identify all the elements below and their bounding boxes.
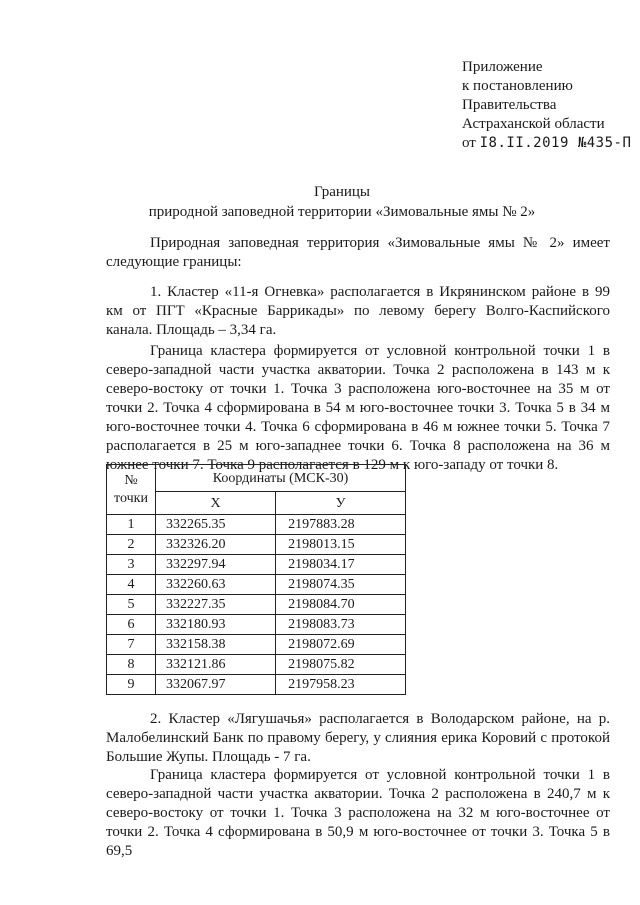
table-row (107, 615, 406, 635)
coord-y: 2197958.23 (276, 675, 406, 695)
coord-x: 332121.86 (156, 655, 276, 675)
table-row (107, 515, 406, 535)
header-x: Х (156, 492, 276, 515)
coord-y: 2198075.82 (276, 655, 406, 675)
cluster2-description: 2. Кластер «Лягушачья» располагается в Володарском районе, на р. Малобелинский Банк по правому берегу, у слияния ерика Коровий с протокой Большие Жупы. Площадь - 7 га. (106, 711, 610, 765)
coordinates-table (106, 464, 406, 695)
header-point-number: № точки (107, 465, 156, 515)
point-number: 2 (107, 535, 156, 555)
coord-y: 2198084.70 (276, 595, 406, 615)
coord-y: 2198083.73 (276, 615, 406, 635)
cluster1-border-description: Граница кластера формируется от условной контрольной точки 1 в северо-западной части участка акватории. Точка 2 расположена в 143 м к северо-востоку от точки 1. Точка 3 расположена юго-восточнее на 35 м от точки 2. Точка 4 сформирована в 54 м юго-восточнее точки 3. Точка 5 в 34 м юго-восточнее точки 4. Точка 6 сформирована в 46 м южнее точки 5. Точка 7 располагается в 25 м юго-западнее точки 6. Точка 8 расположена на 36 м южнее точки 7. Точка 9 располагается в 129 м к юго-западу от точки 8. (106, 343, 610, 473)
coord-y: 2198072.69 (276, 635, 406, 655)
table-row (107, 655, 406, 675)
point-number: 4 (107, 575, 156, 595)
coord-y: 2198034.17 (276, 555, 406, 575)
coord-x: 332180.93 (156, 615, 276, 635)
intro-paragraph: Природная заповедная территория «Зимовальные ямы № 2» имеет следующие границы: (106, 235, 610, 270)
cluster2-border-description: Граница кластера формируется от условной контрольной точки 1 в северо-западной части участка акватории. Точка 2 расположена в 240,7 м к северо-востоку от точки 1. Точка 3 расположена на 32 м юго-восточнее от точки 2. Точка 4 сформирована в 50,9 м юго-восточнее от точки 3. Точка 5 в 69,5 (106, 767, 610, 859)
document-title: Границы (313, 184, 371, 200)
coord-x: 332227.35 (156, 595, 276, 615)
table-row (107, 595, 406, 615)
coord-x: 332265.35 (156, 515, 276, 535)
coord-x: 332260.63 (156, 575, 276, 595)
document-subtitle: природной заповедной территории «Зимовальные ямы № 2» (148, 204, 536, 220)
coord-x: 332067.97 (156, 675, 276, 695)
appendix-block (462, 58, 631, 153)
point-number: 7 (107, 635, 156, 655)
appendix-line: Приложение (462, 59, 543, 75)
coord-x: 332158.38 (156, 635, 276, 655)
table-row (107, 535, 406, 555)
table-row (107, 575, 406, 595)
cluster1-description: 1. Кластер «11-я Огневка» располагается в Икрянинском районе в 99 км от ПГТ «Красные Баррикады» по левому берегу Волго-Каспийского канала. Площадь – 3,34 га. (106, 284, 610, 338)
appendix-date-line (462, 134, 631, 153)
point-number: 1 (107, 515, 156, 535)
appendix-line: Астраханской области (462, 116, 605, 132)
point-number: 8 (107, 655, 156, 675)
coord-y: 2197883.28 (276, 515, 406, 535)
coord-y: 2198074.35 (276, 575, 406, 595)
table-row (107, 675, 406, 695)
decree-number-stamp: I8.II.2019 №435-П (479, 135, 632, 151)
header-coordinates: Координаты (МСК-30) (156, 465, 406, 492)
appendix-line: Правительства (462, 97, 557, 113)
coord-x: 332297.94 (156, 555, 276, 575)
coordinates-body (107, 515, 406, 695)
table-row (107, 555, 406, 575)
appendix-line: к постановлению (462, 78, 573, 94)
point-number: 3 (107, 555, 156, 575)
table-row (107, 635, 406, 655)
header-y: У (276, 492, 406, 515)
point-number: 6 (107, 615, 156, 635)
appendix-prefix: от (462, 135, 476, 151)
coord-y: 2198013.15 (276, 535, 406, 555)
point-number: 9 (107, 675, 156, 695)
point-number: 5 (107, 595, 156, 615)
coord-x: 332326.20 (156, 535, 276, 555)
